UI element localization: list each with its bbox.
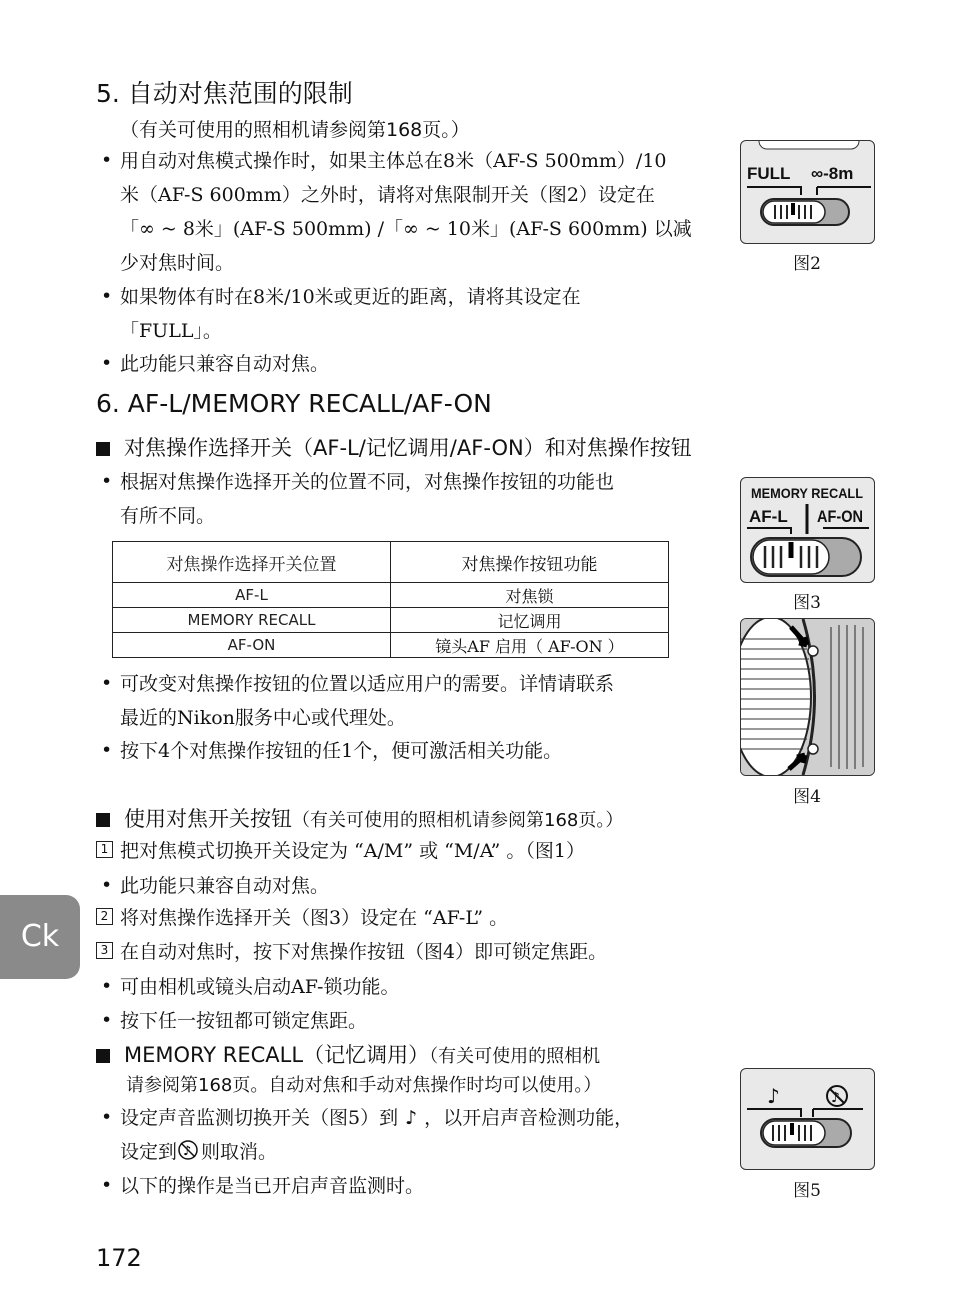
paragraph xyxy=(120,144,725,280)
fig2-label-range: ∞-8m xyxy=(811,164,854,183)
figure-4-image xyxy=(740,618,875,776)
text-segment: 设定声音监测切换开关（图5）到 xyxy=(120,1107,399,1129)
text-segment: ，以开启声音检测功能， xyxy=(424,1107,634,1129)
fig2-label-full: FULL xyxy=(747,164,791,183)
paragraph xyxy=(120,280,725,348)
text-line: 根据对焦操作选择开关的位置不同，对焦操作按钮的功能也 xyxy=(120,471,615,493)
figure-3-caption: 图3 xyxy=(793,593,821,613)
paragraph xyxy=(120,667,725,735)
table-row xyxy=(113,633,669,658)
focus-function-switch-illustration xyxy=(741,478,874,582)
section-5-note: （有关可使用的照相机请参阅第168页。） xyxy=(120,119,470,141)
subsection-title: 对焦操作选择开关（AF-L/记忆调用/AF-ON）和对焦操作按钮 xyxy=(124,436,692,460)
text-line: 用自动对焦模式操作时，如果主体总在8米（AF-S 500mm）/10 xyxy=(120,150,667,172)
text-line: 可由相机或镜头启动AF-锁功能。 xyxy=(120,976,400,998)
bullet: • xyxy=(101,1174,113,1196)
fig3-label-af-l: AF-L xyxy=(749,507,788,526)
bullet: • xyxy=(101,285,113,307)
sound-monitor-switch-illustration xyxy=(741,1069,874,1169)
figure-2-image xyxy=(740,140,875,244)
paragraph xyxy=(120,1101,725,1169)
figure-2-caption: 图2 xyxy=(793,254,821,274)
figure-4-caption: 图4 xyxy=(793,787,821,807)
figure-5-caption: 图5 xyxy=(793,1181,821,1201)
svg-text:♪: ♪ xyxy=(831,1090,840,1106)
text-line: 按下4个对焦操作按钮的任1个，便可激活相关功能。 xyxy=(120,740,563,762)
section-6-title: 6. AF-L/MEMORY RECALL/AF-ON xyxy=(96,389,492,418)
subsection-note: （有关可使用的照相机 xyxy=(429,1046,601,1067)
page-number: 172 xyxy=(96,1244,142,1272)
table-row xyxy=(113,583,669,608)
text-segment: 设定到 xyxy=(120,1141,178,1163)
subsection-title: 使用对焦开关按钮 xyxy=(124,807,292,831)
bullet: • xyxy=(101,874,113,896)
focus-limit-switch-illustration xyxy=(741,141,874,243)
text-line: 可改变对焦操作按钮的位置以适应用户的需要。详情请联系 xyxy=(120,673,615,695)
step-2-text: 将对焦操作选择开关（图3）设定在 “AF-L” 。 xyxy=(120,907,509,929)
text-line: 此功能只兼容自动对焦。 xyxy=(120,875,330,897)
step-3-text: 在自动对焦时，按下对焦操作按钮（图4）即可锁定焦距。 xyxy=(120,941,608,963)
text-line: 少对焦时间。 xyxy=(120,252,235,274)
bullet: • xyxy=(101,672,113,694)
step-number-1: 1 xyxy=(96,841,113,858)
music-note-off-icon xyxy=(177,1138,201,1158)
subsection-title: MEMORY RECALL（记忆调用） xyxy=(124,1043,430,1067)
bullet: • xyxy=(101,1009,113,1031)
table-header: 对焦操作选择开关位置 xyxy=(113,542,391,583)
switch-function-table xyxy=(112,541,669,658)
step-1-text: 把对焦模式切换开关设定为 “A/M” 或 “M/A” 。（图1） xyxy=(120,840,585,862)
subsection-heading xyxy=(96,1039,600,1069)
text-line: 以下的操作是当已开启声音监测时。 xyxy=(120,1175,425,1197)
section-5-title: 5. 自动对焦范围的限制 xyxy=(96,79,353,108)
step-number-3: 3 xyxy=(96,942,113,959)
subsection-note-line2: 请参阅第168页。自动对焦和手动对焦操作时均可以使用。） xyxy=(126,1075,602,1096)
table-cell: AF-L xyxy=(113,583,391,608)
text-line: 米（AF-S 600mm）之外时，请将对焦限制开关（图2）设定在 xyxy=(120,184,655,206)
paragraph xyxy=(120,465,725,533)
figure-5-image xyxy=(740,1068,875,1170)
table-header: 对焦操作按钮功能 xyxy=(391,542,669,583)
language-tab-ck: Ck xyxy=(0,895,80,979)
bullet: • xyxy=(101,470,113,492)
bullet: • xyxy=(101,149,113,171)
text-line: 「FULL」。 xyxy=(120,320,222,342)
bullet: • xyxy=(101,352,113,374)
step-number-2: 2 xyxy=(96,908,113,925)
music-note-icon: ♪ xyxy=(405,1107,418,1129)
text-line: 最近的Nikon服务中心或代理处。 xyxy=(120,707,406,729)
text-segment: 则取消。 xyxy=(201,1141,278,1163)
square-bullet-icon xyxy=(96,442,110,456)
bullet: • xyxy=(101,1106,113,1128)
text-line: 按下任一按钮都可锁定焦距。 xyxy=(120,1010,368,1032)
text-line: 如果物体有时在8米/10米或更近的距离，请将其设定在 xyxy=(120,286,581,308)
text-line xyxy=(120,1135,725,1169)
table-cell: 对焦锁 xyxy=(391,583,669,608)
fig3-label-memory-recall: MEMORY RECALL xyxy=(751,485,864,501)
subsection-heading xyxy=(96,432,692,462)
square-bullet-icon xyxy=(96,813,110,827)
table-cell: AF-ON xyxy=(113,633,391,658)
figure-3-image xyxy=(740,477,875,583)
text-line: 「∞ ~ 8米」(AF-S 500mm) /「∞ ~ 10米」(AF-S 600mm) 以减 xyxy=(120,218,692,240)
svg-text:♪: ♪ xyxy=(183,1144,192,1159)
text-line: 此功能只兼容自动对焦。 xyxy=(120,353,330,375)
square-bullet-icon xyxy=(96,1049,110,1063)
text-line: 有所不同。 xyxy=(120,505,216,527)
lens-af-buttons-illustration xyxy=(741,619,874,775)
svg-text:♪: ♪ xyxy=(767,1084,780,1108)
subsection-note: （有关可使用的照相机请参阅第168页。） xyxy=(292,810,624,831)
fig3-label-af-on: AF-ON xyxy=(817,507,863,526)
text-line xyxy=(120,1101,725,1135)
table-cell: 镜头AF 启用（ AF-ON ） xyxy=(391,633,669,658)
subsection-heading xyxy=(96,803,623,833)
table-row xyxy=(113,608,669,633)
table-cell: 记忆调用 xyxy=(391,608,669,633)
bullet: • xyxy=(101,739,113,761)
table-cell: MEMORY RECALL xyxy=(113,608,391,633)
table-header-row xyxy=(113,542,669,583)
bullet: • xyxy=(101,975,113,997)
